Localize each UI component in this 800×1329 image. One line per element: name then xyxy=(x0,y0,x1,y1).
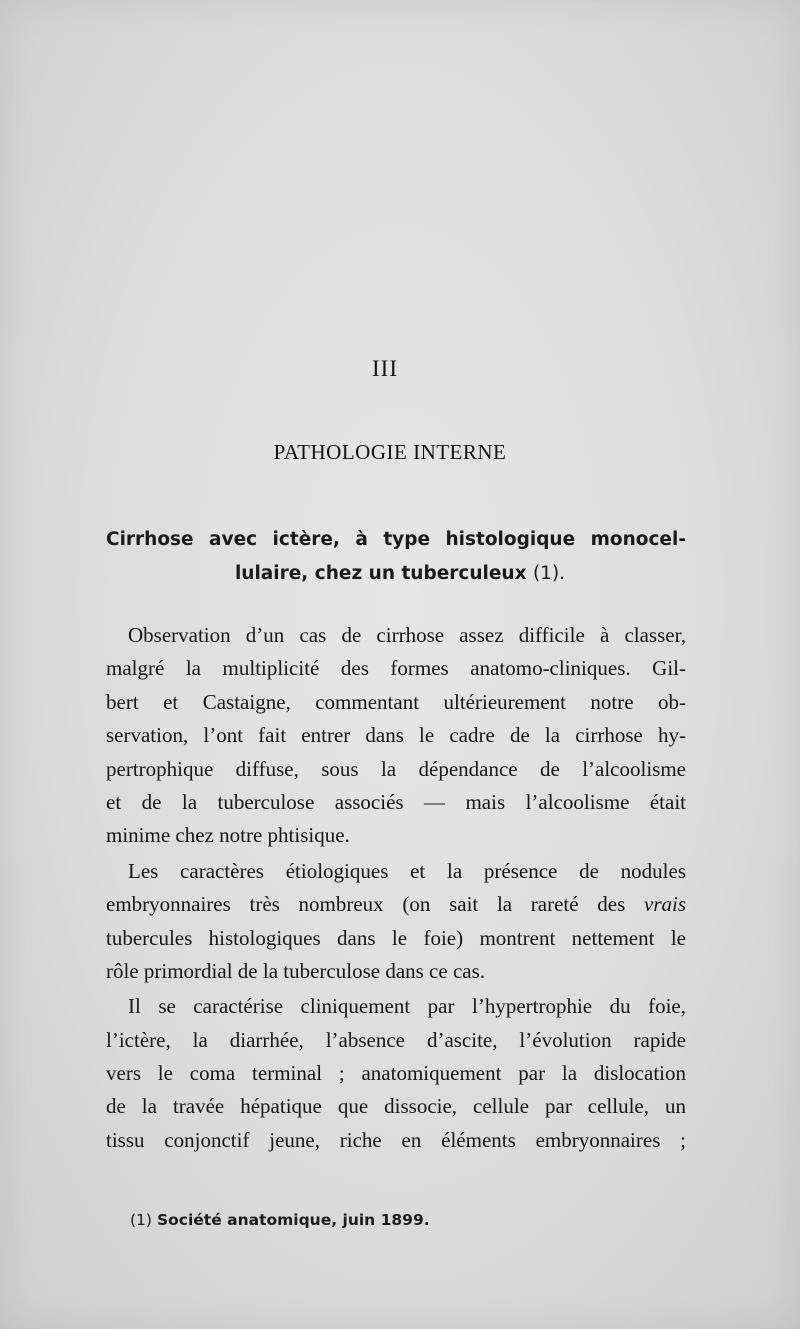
article-title-line-2 xyxy=(106,557,686,591)
chapter-number: III xyxy=(372,356,398,381)
paragraph-3-line: vers le coma terminal ; anatomiquement par la dislocation xyxy=(106,1061,686,1086)
paragraph-2-line-text: embryonnaires très nombreux (on sait la rareté des xyxy=(106,892,626,917)
paragraph-1-line: Observation d’un cas de cirrhose assez difficile à classer, xyxy=(128,623,686,647)
paragraph-1-line: servation, l’ont fait entrer dans le cadre de la cirrhose hy- xyxy=(106,723,686,748)
paragraph-1-line: malgré la multiplicité des formes anatomo-cliniques. Gil- xyxy=(106,656,686,681)
paragraph-1-line: et de la tuberculose associés — mais l’alcoolisme était xyxy=(106,789,686,814)
paragraph-1-line: bert et Castaigne, commentant ultérieurement notre ob- xyxy=(106,689,686,714)
article-title xyxy=(106,523,686,591)
paragraph-2-line xyxy=(106,888,686,921)
paragraph-1-line: pertrophique diffuse, sous la dépendance de l’alcoolisme xyxy=(106,756,686,781)
emphasis-word: vrais xyxy=(644,892,687,917)
body-text xyxy=(106,619,686,1157)
paragraph-3-line: de la travée hépatique que dissocie, cellule par cellule, un xyxy=(106,1094,686,1119)
section-title: PATHOLOGIE INTERNE xyxy=(273,440,507,464)
paragraph-3-line: l’ictère, la diarrhée, l’absence d’ascite, l’évolution rapide xyxy=(106,1027,686,1052)
footnote xyxy=(130,1211,430,1229)
footnote-ref: (1) xyxy=(130,1211,152,1229)
footnote-text: Société anatomique, juin 1899. xyxy=(156,1211,430,1229)
paragraph-2-line: tubercules histologiques dans le foie) montrent nettement le xyxy=(106,925,686,950)
paragraph-3-line: tissu conjonctif jeune, riche en éléments embryonnaires ; xyxy=(106,1127,686,1152)
paragraph-2-line: rôle primordial de la tuberculose dans ce cas. xyxy=(106,958,486,983)
paragraph-2-line: Les caractères étiologiques et la présence de nodules xyxy=(128,858,686,883)
article-title-line-2-text: lulaire, chez un tuberculeux xyxy=(234,563,527,584)
paragraph-1-line: minime chez notre phtisique. xyxy=(106,823,350,848)
article-footnote-ref: (1). xyxy=(532,563,566,584)
paragraph-3-line: Il se caractérise cliniquement par l’hypertrophie du foie, xyxy=(128,994,686,1019)
article-title-line-1: Cirrhose avec ictère, à type histologique monocel- xyxy=(106,529,686,550)
